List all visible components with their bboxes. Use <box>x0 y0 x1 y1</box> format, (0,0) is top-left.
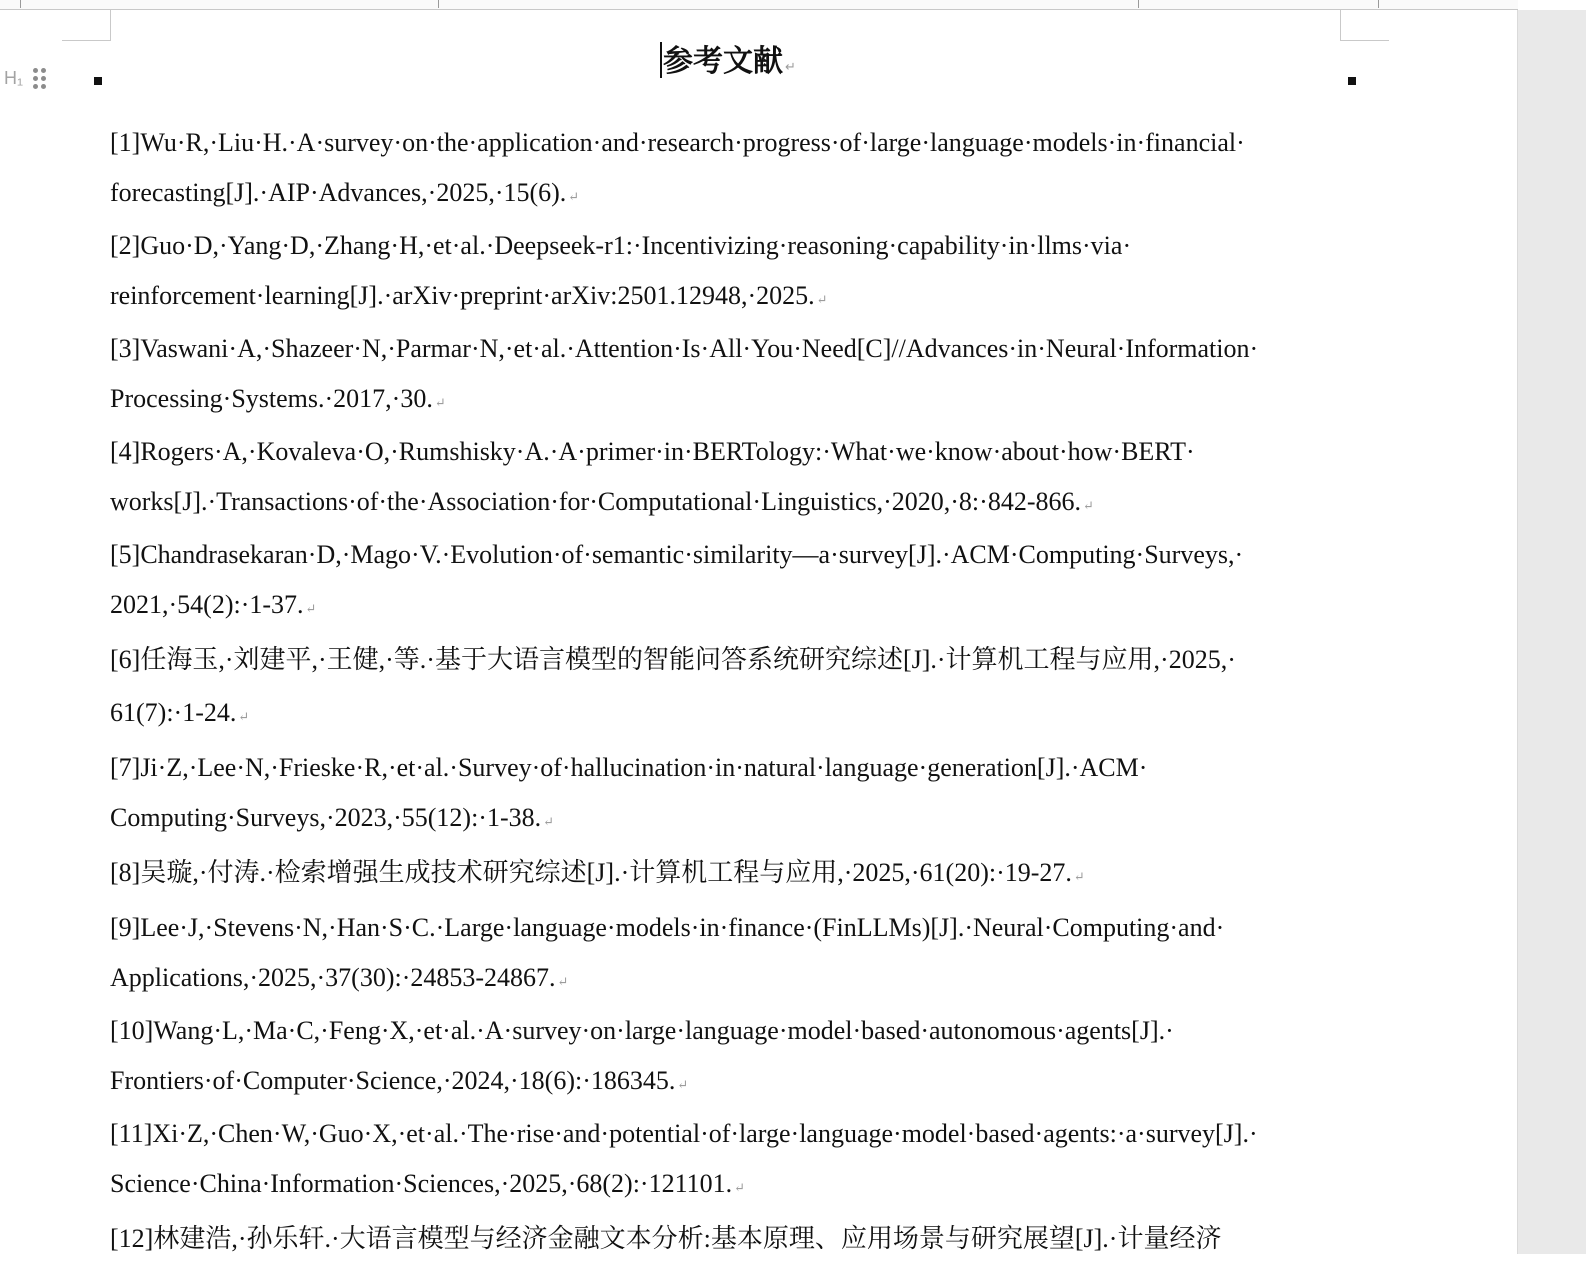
page-gutter <box>1517 10 1586 1254</box>
reference-line: [11]Xi·Z,·Chen·W,·Guo·X,·et·al.·The·rise·and·potential·of·large·language·model·based·agents:·a·survey[J].· <box>110 1119 1258 1148</box>
reference-line: [12]林建浩,·孙乐轩.·大语言模型与经济金融文本分析:基本原理、应用场景与研究展望[J].·计量经济 <box>110 1224 1222 1253</box>
ruler-marker <box>1378 0 1379 8</box>
ruler-marker <box>20 0 21 8</box>
page-title-text: 参考文献 <box>663 44 784 79</box>
reference-line: reinforcement·learning[J].·arXiv·preprint·arXiv:2501.12948,·2025. ↵ <box>110 280 828 310</box>
reference-line: Processing·Systems.·2017,·30. ↵ <box>110 383 446 413</box>
reference-line: [2]Guo·D,·Yang·D,·Zhang·H,·et·al.·Deepseek-r1:·Incentivizing·reasoning·capability·in·llms·via· <box>110 231 1132 260</box>
ruler-marker <box>438 0 439 8</box>
reference-line: 61(7):·1-24. ↵ <box>110 698 250 727</box>
ruler-strip <box>0 0 1518 10</box>
ruler-marker <box>1138 0 1139 8</box>
reference-line: [6]任海玉,·刘建平,·王健,·等.·基于大语言模型的智能问答系统研究综述[J].·计算机工程与应用,·2025,· <box>110 645 1236 674</box>
reference-line: [8]吴璇,·付涛.·检索增强生成技术研究综述[J].·计算机工程与应用,·2025,·61(20):·19-27. ↵ <box>110 858 1085 887</box>
reference-line: [9]Lee·J,·Stevens·N,·Han·S·C.·Large·language·models·in·finance·(FinLLMs)[J].·Neural·Computing·and· <box>110 913 1225 942</box>
paragraph-mark: ↵ <box>785 60 796 75</box>
heading-level-icon[interactable]: H₁ <box>4 68 24 88</box>
reference-line: Computing·Surveys,·2023,·55(12):·1-38. ↵ <box>110 802 555 832</box>
text-cursor <box>660 42 662 78</box>
reference-line: Science·China·Information·Sciences,·2025,·68(2):·121101. ↵ <box>110 1168 746 1198</box>
reference-line: [1]Wu·R,·Liu·H.·A·survey·on·the·application·and·research·progress·of·large·language·models·in·financial· <box>110 128 1245 157</box>
reference-list[interactable] <box>110 118 1346 1265</box>
reference-line: [3]Vaswani·A,·Shazeer·N,·Parmar·N,·et·al.·Attention·Is·All·You·Need[C]//Advances·in·Neural·Information· <box>110 334 1259 363</box>
reference-line: forecasting[J].·AIP·Advances,·2025,·15(6). ↵ <box>110 177 580 207</box>
reference-line: Applications,·2025,·37(30):·24853-24867. ↵ <box>110 962 569 992</box>
reference-line: 2021,·54(2):·1-37. ↵ <box>110 589 317 619</box>
reference-line: Frontiers·of·Computer·Science,·2024,·18(6):·186345. ↵ <box>110 1065 689 1095</box>
reference-line: [7]Ji·Z,·Lee·N,·Frieske·R,·et·al.·Survey·of·hallucination·in·natural·language·generation[J].·ACM· <box>110 753 1148 782</box>
reference-line: [10]Wang·L,·Ma·C,·Feng·X,·et·al.·A·survey·on·large·language·model·based·autonomous·agents[J].· <box>110 1016 1174 1045</box>
reference-line: [5]Chandrasekaran·D,·Mago·V.·Evolution·of·semantic·similarity—a·survey[J].·ACM·Computing·Surveys,· <box>110 540 1244 569</box>
reference-line: works[J].·Transactions·of·the·Association·for·Computational·Linguistics,·2020,·8:·842-866. ↵ <box>110 486 1094 516</box>
page-title[interactable] <box>0 36 1456 80</box>
reference-line: [4]Rogers·A,·Kovaleva·O,·Rumshisky·A.·A·primer·in·BERTology:·What·we·know·about·how·BERT· <box>110 437 1195 466</box>
